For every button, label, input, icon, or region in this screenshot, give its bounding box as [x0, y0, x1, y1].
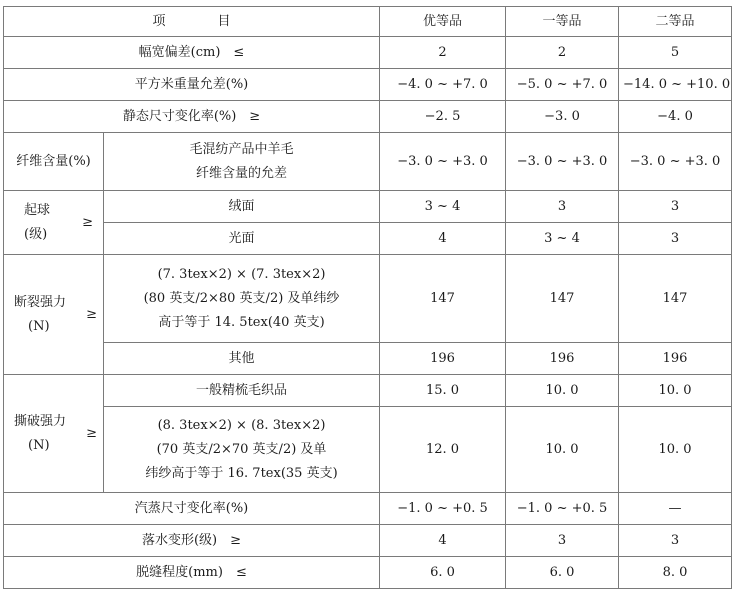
table-row-breaking-spec [4, 255, 732, 343]
table-row-pilling-smooth [4, 223, 732, 255]
table-row-tearing-spec [4, 407, 732, 493]
sublabel-line: 高于等于 14. 5tex(40 英支) [158, 314, 325, 330]
cell-value: 8. 0 [619, 557, 732, 589]
cell-value: −5. 0 ~ +7. 0 [506, 69, 619, 101]
cell-value: 10. 0 [506, 407, 619, 493]
row-group-label [4, 191, 104, 255]
row-sublabel: 光面 [104, 223, 380, 255]
cell-value: 3 [619, 223, 732, 255]
row-sublabel: 其他 [104, 343, 380, 375]
cell-value: 196 [619, 343, 732, 375]
table-row-tearing-general [4, 375, 732, 407]
cell-value: −3. 0 ~ +3. 0 [380, 133, 506, 191]
row-label: 落水变形(级) ≥ [4, 525, 380, 557]
group-label-line: 起球 [24, 202, 51, 218]
cell-value: 196 [380, 343, 506, 375]
table-row-pilling-velvet [4, 191, 732, 223]
cell-value: 4 [380, 525, 506, 557]
row-label: 纤维含量(%) [4, 133, 104, 191]
geq-sign: ≥ [86, 306, 97, 322]
cell-value: 12. 0 [380, 407, 506, 493]
row-group-label [4, 255, 104, 375]
cell-value: −4. 0 ~ +7. 0 [380, 69, 506, 101]
sublabel-line: (8. 3tex×2) × (8. 3tex×2) [157, 417, 326, 433]
row-label: 脱缝程度(mm) ≤ [4, 557, 380, 589]
group-label-line: (级) [24, 226, 48, 242]
table-row-fiber-content [4, 133, 732, 191]
header-grade-second: 二等品 [619, 7, 732, 37]
group-label-line: (N) [28, 318, 50, 334]
cell-value: 4 [380, 223, 506, 255]
row-sublabel [104, 407, 380, 493]
table-row-steam-dimension [4, 493, 732, 525]
cell-value: 3 ~ 4 [380, 191, 506, 223]
sublabel-line: (70 英支/2×70 英支/2) 及单 [156, 441, 327, 457]
cell-value: 10. 0 [506, 375, 619, 407]
row-sublabel: 绒面 [104, 191, 380, 223]
cell-value: −3. 0 [506, 101, 619, 133]
row-sublabel: 一般精梳毛织品 [104, 375, 380, 407]
sublabel-line: (80 英支/2×80 英支/2) 及单纬纱 [143, 290, 340, 306]
header-grade-first: 一等品 [506, 7, 619, 37]
header-row [4, 7, 732, 37]
sublabel-line: 纤维含量的允差 [196, 165, 288, 181]
table-row-wash-deformation [4, 525, 732, 557]
cell-value: 196 [506, 343, 619, 375]
cell-value: −3. 0 ~ +3. 0 [506, 133, 619, 191]
cell-value: 6. 0 [380, 557, 506, 589]
cell-value: 2 [380, 37, 506, 69]
row-group-label [4, 375, 104, 493]
cell-value: 15. 0 [380, 375, 506, 407]
cell-value: 3 [619, 525, 732, 557]
cell-value: −3. 0 ~ +3. 0 [619, 133, 732, 191]
cell-value: 147 [619, 255, 732, 343]
cell-value: 2 [506, 37, 619, 69]
row-label: 平方米重量允差(%) [4, 69, 380, 101]
geq-sign: ≥ [82, 214, 93, 230]
group-label-line: (N) [28, 437, 50, 453]
group-label-line: 撕破强力 [14, 413, 67, 429]
cell-value: 147 [506, 255, 619, 343]
cell-value: −1. 0 ~ +0. 5 [380, 493, 506, 525]
cell-value: 147 [380, 255, 506, 343]
table-row-width-deviation [4, 37, 732, 69]
cell-value: −4. 0 [619, 101, 732, 133]
geq-sign: ≥ [86, 425, 97, 441]
cell-value: −2. 5 [380, 101, 506, 133]
cell-value: 10. 0 [619, 375, 732, 407]
cell-value: 3 ~ 4 [506, 223, 619, 255]
cell-value: −1. 0 ~ +0. 5 [506, 493, 619, 525]
cell-value: 3 [506, 191, 619, 223]
header-grade-premium: 优等品 [380, 7, 506, 37]
table-row-seam-slippage [4, 557, 732, 589]
row-sublabel [104, 133, 380, 191]
cell-value: — [619, 493, 732, 525]
table-row-static-dimension [4, 101, 732, 133]
cell-value: 6. 0 [506, 557, 619, 589]
cell-value: −14. 0 ~ +10. 0 [619, 69, 732, 101]
cell-value: 3 [506, 525, 619, 557]
sublabel-line: (7. 3tex×2) × (7. 3tex×2) [157, 266, 326, 282]
row-sublabel [104, 255, 380, 343]
cell-value: 3 [619, 191, 732, 223]
quality-grade-table [3, 6, 732, 589]
cell-value: 5 [619, 37, 732, 69]
header-item: 项 目 [4, 7, 380, 37]
cell-value: 10. 0 [619, 407, 732, 493]
sublabel-line: 毛混纺产品中羊毛 [189, 141, 294, 157]
row-label: 汽蒸尺寸变化率(%) [4, 493, 380, 525]
row-label: 幅宽偏差(cm) ≤ [4, 37, 380, 69]
group-label-line: 断裂强力 [14, 294, 67, 310]
table-row-breaking-other [4, 343, 732, 375]
row-label: 静态尺寸变化率(%) ≥ [4, 101, 380, 133]
table-row-weight-deviation [4, 69, 732, 101]
sublabel-line: 纬纱高于等于 16. 7tex(35 英支) [145, 465, 338, 481]
